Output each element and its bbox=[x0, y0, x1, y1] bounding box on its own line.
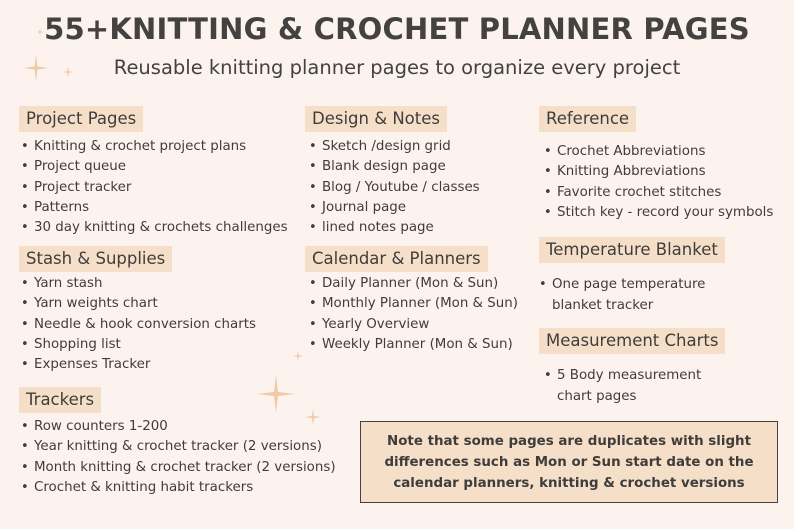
list-item: • Yarn weights chart bbox=[21, 294, 256, 314]
measurement-charts-list bbox=[544, 365, 724, 407]
page-title: 55+KNITTING & CROCHET PLANNER PAGES bbox=[44, 12, 750, 46]
design-notes-list bbox=[309, 137, 480, 238]
sparkle-icon bbox=[292, 350, 304, 362]
list-item: • Daily Planner (Mon & Sun) bbox=[309, 274, 518, 294]
list-item: • 5 Body measurement chart pages bbox=[544, 365, 724, 407]
list-item: • Sketch /design grid bbox=[309, 137, 480, 157]
list-item: • Year knitting & crochet tracker (2 versions) bbox=[21, 437, 336, 457]
trackers-list bbox=[21, 417, 336, 498]
list-item: • Journal page bbox=[309, 198, 480, 218]
list-item: • Expenses Tracker bbox=[21, 355, 256, 375]
section-heading-stash-supplies: Stash & Supplies bbox=[19, 246, 172, 272]
list-item: • Monthly Planner (Mon & Sun) bbox=[309, 294, 518, 314]
list-item: • lined notes page bbox=[309, 218, 480, 238]
list-item: • 30 day knitting & crochets challenges bbox=[21, 218, 288, 238]
reference-list bbox=[544, 142, 773, 223]
list-item: • Project queue bbox=[21, 157, 288, 177]
temperature-blanket-list bbox=[539, 274, 729, 316]
list-item: • Shopping list bbox=[21, 335, 256, 355]
list-item: • Knitting Abbreviations bbox=[544, 162, 773, 182]
duplicates-note: Note that some pages are duplicates with slight differences such as Mon or Sun start date on the calendar planners, knitting & crochet versions bbox=[360, 421, 778, 503]
list-item: • Blog / Youtube / classes bbox=[309, 178, 480, 198]
sparkle-icon bbox=[256, 374, 296, 414]
list-item: • Blank design page bbox=[309, 157, 480, 177]
list-item: • One page temperature blanket tracker bbox=[539, 274, 729, 316]
section-heading-trackers: Trackers bbox=[19, 387, 101, 413]
section-heading-measurement-charts: Measurement Charts bbox=[539, 328, 725, 354]
list-item: • Yarn stash bbox=[21, 274, 256, 294]
section-heading-design-notes: Design & Notes bbox=[305, 106, 447, 132]
section-heading-calendar-planners: Calendar & Planners bbox=[305, 246, 488, 272]
list-item: • Crochet & knitting habit trackers bbox=[21, 478, 336, 498]
list-item: • Month knitting & crochet tracker (2 versions) bbox=[21, 458, 336, 478]
list-item: • Knitting & crochet project plans bbox=[21, 137, 288, 157]
section-heading-project-pages: Project Pages bbox=[19, 106, 143, 132]
list-item: • Project tracker bbox=[21, 178, 288, 198]
list-item: • Weekly Planner (Mon & Sun) bbox=[309, 335, 518, 355]
list-item: • Patterns bbox=[21, 198, 288, 218]
project-pages-list bbox=[21, 137, 288, 238]
page-subtitle: Reusable knitting planner pages to organize every project bbox=[113, 56, 681, 79]
list-item: • Stitch key - record your symbols bbox=[544, 203, 773, 223]
stash-supplies-list bbox=[21, 274, 256, 375]
section-heading-temperature-blanket: Temperature Blanket bbox=[539, 237, 725, 263]
list-item: • Yearly Overview bbox=[309, 315, 518, 335]
list-item: • Needle & hook conversion charts bbox=[21, 315, 256, 335]
list-item: • Favorite crochet stitches bbox=[544, 183, 773, 203]
calendar-planners-list bbox=[309, 274, 518, 355]
list-item: • Row counters 1-200 bbox=[21, 417, 336, 437]
list-item: • Crochet Abbreviations bbox=[544, 142, 773, 162]
section-heading-reference: Reference bbox=[539, 106, 636, 132]
